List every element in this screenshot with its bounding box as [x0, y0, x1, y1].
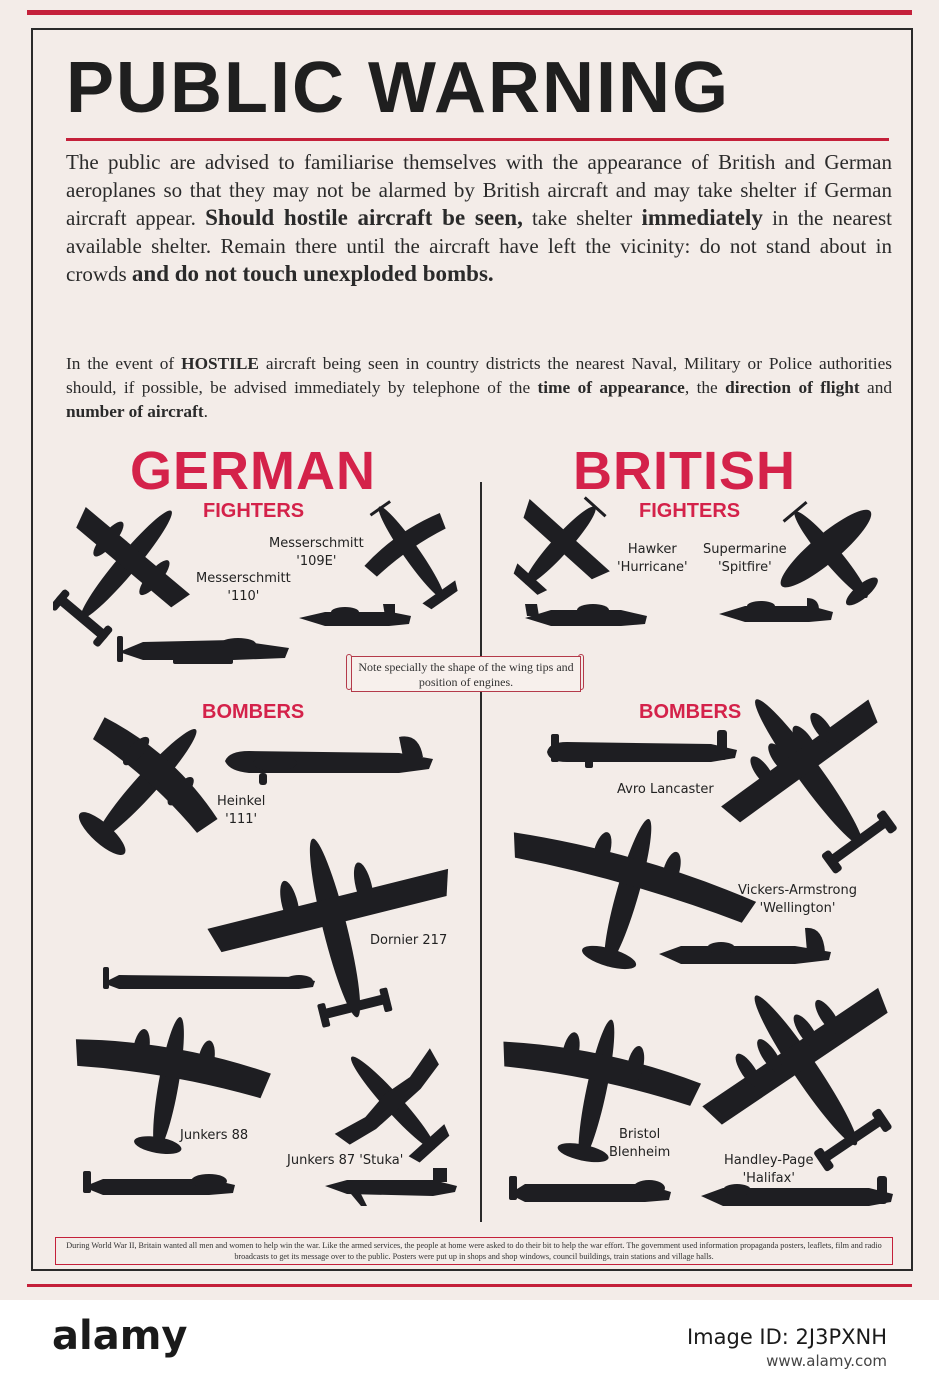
- do217-side-silhouette: [99, 963, 319, 997]
- image-id: Image ID: 2J3PXNH: [686, 1325, 887, 1349]
- p2-bold-4: number of aircraft: [66, 402, 204, 421]
- column-divider: [480, 482, 482, 1222]
- p2-text-5: .: [203, 402, 208, 421]
- alamy-logo: alamy: [52, 1313, 188, 1359]
- top-red-rule: [27, 10, 912, 15]
- p2-text-4: and: [859, 378, 892, 397]
- halifax-top-silhouette: [697, 972, 917, 1172]
- he111-side-silhouette: [219, 733, 439, 789]
- p2-text-1: In the event of: [66, 354, 182, 373]
- warning-paragraph: [66, 149, 892, 289]
- poster-frame: [31, 28, 913, 1271]
- blenheim-top-silhouette: [489, 1012, 703, 1172]
- p1-bold-2: immediately: [641, 205, 763, 230]
- german-heading: GERMAN: [130, 441, 376, 501]
- p2-bold-1: HOSTILE: [181, 354, 259, 373]
- watermark-bar: [0, 1300, 939, 1390]
- title-red-rule: [66, 138, 889, 141]
- hostile-paragraph: [66, 352, 892, 424]
- me110-side-silhouette: [113, 628, 293, 672]
- p1-text-1: The public are advised to familiarise themselves with the appearance of British and German aeroplanes so that they may not be alarmed by British aircraft and may take shelter if German aircraft appear.: [66, 150, 892, 230]
- label-ju87: Junkers 87 'Stuka': [287, 1153, 404, 1168]
- p2-bold-3: direction of flight: [725, 378, 860, 397]
- bottom-red-rule: [27, 1284, 912, 1287]
- he111-top-silhouette: [65, 702, 225, 870]
- wing-tips-note: Note specially the shape of the wing tips and position of engines.: [351, 656, 581, 692]
- p1-bold-1: Should hostile aircraft be seen,: [205, 205, 523, 230]
- label-me109: Messerschmitt '109E': [269, 536, 364, 569]
- history-footer: During World War II, Britain wanted all men and women to help win the war. Like the armed services, the people at home were asked to do their bit to help the war effort. The government used information propaganda posters, leaflets, film and radio broadcasts to get its message over to the public. Posters were put up in shops and shop windows, council buildings, train stations and village halls.: [55, 1237, 893, 1265]
- ju87-side-silhouette: [321, 1168, 461, 1208]
- p2-text-2: aircraft being seen in country districts the nearest Naval, Military or Police authorities should, if possible, be advised immediately by telephone of the: [66, 354, 892, 397]
- ju88-side-silhouette: [79, 1167, 239, 1203]
- p1-text-3: in the nearest available shelter. Remain there until the aircraft have left the vicinity: do not stand about in crowds: [66, 206, 892, 286]
- hurricane-top-silhouette: [499, 487, 619, 607]
- do217-top-silhouette: [205, 828, 465, 1028]
- me110-top-silhouette: [53, 484, 198, 649]
- p1-text-2: take shelter: [522, 206, 642, 230]
- p2-bold-2: time of appearance: [537, 378, 685, 397]
- poster-title: PUBLIC WARNING: [66, 48, 730, 128]
- label-hurricane: Hawker 'Hurricane': [617, 542, 688, 575]
- wellington-side-silhouette: [655, 924, 835, 976]
- me109-side-silhouette: [295, 604, 415, 634]
- british-heading: BRITISH: [573, 441, 796, 501]
- label-ju88: Junkers 88: [180, 1128, 249, 1143]
- label-lancaster: Avro Lancaster: [617, 782, 714, 797]
- blenheim-side-silhouette: [505, 1172, 675, 1212]
- spitfire-side-silhouette: [715, 598, 835, 630]
- label-blenheim: Bristol Blenheim: [609, 1127, 671, 1160]
- label-wellington: Vickers-Armstrong 'Wellington': [738, 883, 857, 916]
- p2-text-3: , the: [684, 378, 726, 397]
- german-bombers-heading: BOMBERS: [202, 701, 305, 723]
- british-bombers-heading: BOMBERS: [639, 701, 742, 723]
- p1-bold-3: and do not touch unexploded bombs.: [131, 261, 494, 286]
- label-me110: Messerschmitt '110': [196, 571, 291, 604]
- british-fighters-heading: FIGHTERS: [639, 500, 741, 522]
- lancaster-side-silhouette: [541, 728, 741, 774]
- german-fighters-heading: FIGHTERS: [203, 500, 305, 522]
- label-do217: Dornier 217: [370, 933, 448, 948]
- label-halifax: Handley-Page 'Halifax': [724, 1153, 814, 1186]
- label-he111: Heinkel '111': [217, 794, 266, 827]
- alamy-url: www.alamy.com: [766, 1352, 887, 1370]
- hurricane-side-silhouette: [521, 600, 651, 636]
- label-spitfire: Supermarine 'Spitfire': [703, 542, 787, 575]
- me109-top-silhouette: [363, 492, 463, 618]
